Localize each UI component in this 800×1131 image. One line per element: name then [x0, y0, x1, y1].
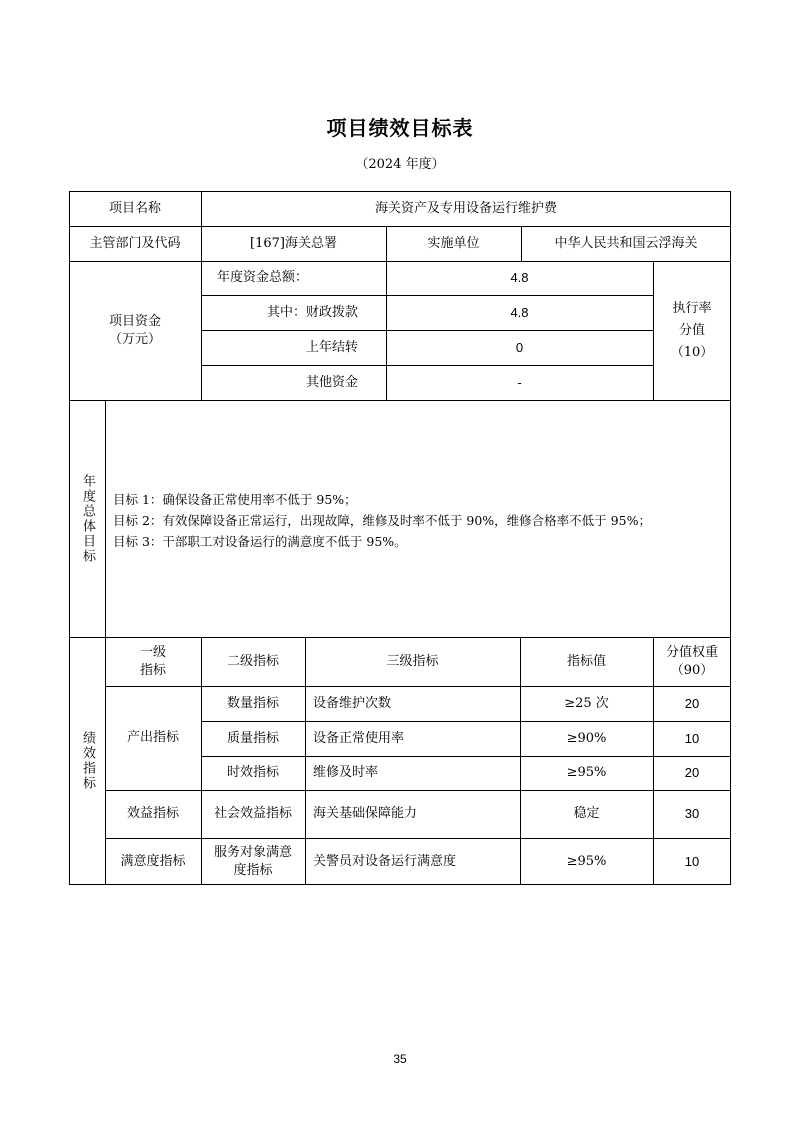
goal-item: 目标 2：有效保障设备正常运行，出现故障，维修及时率不低于 90%，维修合格率不低于 95%；: [113, 513, 651, 528]
funds-label: 项目资金 （万元）: [108, 313, 161, 347]
funds-fiscal-label: 其中：财政拨款: [266, 304, 358, 320]
funds-other-value: -: [517, 374, 522, 390]
header-level2: 二级指标: [226, 653, 279, 669]
year-subtitle: （2024 年度）: [355, 157, 445, 172]
level1-output: 产出指标: [126, 730, 179, 745]
project-name-value: 海关资产及专用设备运行维护费: [374, 200, 557, 216]
page-number: 35: [393, 1052, 407, 1066]
header-value: 指标值: [566, 653, 606, 669]
dept-label: 主管部门及代码: [89, 235, 181, 251]
level3-cell: 设备正常使用率: [313, 730, 405, 746]
annual-goal-label: 年度总体目标: [80, 473, 95, 564]
level1-satisfaction: 满意度指标: [120, 853, 186, 869]
weight-cell: 30: [684, 806, 700, 821]
value-cell: ≥95%: [566, 765, 607, 780]
header-weight: 分值权重 （90）: [665, 644, 718, 678]
annual-goal-list: [113, 489, 725, 552]
level2-cell: 数量指标: [226, 695, 279, 711]
funds-total-value: 4.8: [510, 270, 529, 285]
level2-cell: 质量指标: [226, 730, 279, 746]
impl-unit-value: 中华人民共和国云浮海关: [554, 235, 698, 251]
level3-cell: 关警员对设备运行满意度: [313, 853, 457, 869]
value-cell: ≥25 次: [564, 695, 609, 711]
exec-rate-label: 执行率 分值 （10）: [670, 300, 714, 360]
level3-cell: 设备维护次数: [313, 695, 392, 711]
goal-item: 目标 1：确保设备正常使用率不低于 95%；: [113, 492, 357, 507]
dept-value: [167]海关总署: [250, 235, 337, 251]
weight-cell: 20: [684, 695, 700, 711]
weight-cell: 10: [684, 730, 700, 746]
impl-unit-label: 实施单位: [427, 235, 480, 251]
level3-cell: 海关基础保障能力: [313, 806, 418, 821]
funds-other-label: 其他资金: [305, 374, 358, 390]
project-name-label: 项目名称: [108, 200, 161, 216]
value-cell: 稳定: [573, 806, 600, 821]
level3-cell: 维修及时率: [313, 765, 379, 780]
funds-carryover-value: 0: [515, 339, 524, 355]
level1-benefit: 效益指标: [126, 806, 179, 821]
level2-cell: 时效指标: [226, 765, 279, 780]
page-title: 项目绩效目标表: [326, 116, 474, 140]
level2-cell: 社会效益指标: [213, 806, 292, 821]
header-level3: 三级指标: [386, 653, 439, 669]
funds-carryover-label: 上年结转: [305, 339, 358, 355]
funds-total-label: 年度资金总额：: [217, 270, 309, 285]
value-cell: ≥95%: [566, 853, 607, 869]
level2-cell: 服务对象满意 度指标: [213, 844, 292, 878]
header-level1: 一级 指标: [139, 644, 166, 678]
value-cell: ≥90%: [566, 730, 607, 746]
weight-cell: 20: [684, 765, 700, 780]
weight-cell: 10: [684, 853, 700, 869]
funds-fiscal-value: 4.8: [510, 304, 529, 320]
goal-item: 目标 3：干部职工对设备运行的满意度不低于 95%。: [113, 534, 407, 549]
indicators-label: 绩效指标: [80, 731, 95, 791]
